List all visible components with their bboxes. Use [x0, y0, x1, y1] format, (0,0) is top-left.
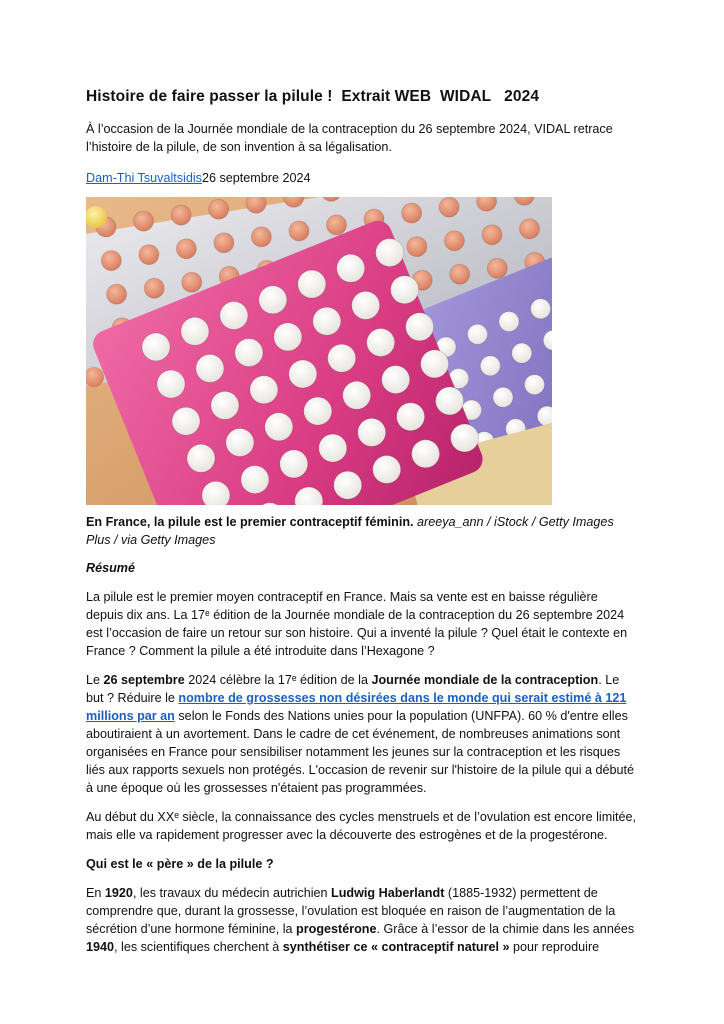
- author-link[interactable]: Dam-Thi Tsuvaltsidis: [86, 171, 202, 185]
- pill: [241, 466, 269, 494]
- p1-bold-date: 26 septembre: [103, 673, 185, 687]
- pill: [134, 211, 154, 231]
- pill: [182, 272, 202, 292]
- pill: [436, 387, 464, 415]
- pill: [493, 387, 513, 407]
- pill: [220, 302, 248, 330]
- p3-text-6: pour reproduire: [509, 940, 600, 954]
- p3-text-2: , les travaux du médecin autrichien: [132, 886, 332, 900]
- pill: [250, 376, 278, 404]
- paragraph-3: [86, 884, 638, 956]
- pill: [499, 312, 519, 332]
- pill: [211, 391, 239, 419]
- p1-text-1: Le: [86, 673, 104, 687]
- pill: [412, 440, 440, 468]
- pill: [101, 251, 121, 271]
- p3-bold-1920: 1920: [104, 886, 133, 900]
- p1-text-2: 2024 célèbre la 17ᵉ édition de la: [184, 673, 372, 687]
- pill: [382, 366, 410, 394]
- pill-packs-photo: [86, 197, 552, 505]
- pill: [444, 231, 464, 251]
- byline: [86, 169, 638, 187]
- pill: [343, 381, 371, 409]
- pill: [487, 258, 507, 278]
- pill: [289, 360, 317, 388]
- pill: [209, 199, 229, 219]
- pill: [187, 444, 215, 472]
- pill: [289, 221, 309, 241]
- summary-heading: Résumé: [86, 561, 135, 575]
- p3-bold-synthesis: synthétiser ce « contraceptif naturel »: [282, 940, 510, 954]
- pill: [480, 356, 500, 376]
- pill: [181, 317, 209, 345]
- caption-credit: areeya_ann / iStock / Getty Images Plus / via Getty Images: [86, 515, 614, 547]
- pill: [520, 219, 540, 239]
- pill: [537, 406, 552, 426]
- unfpa-stats-link[interactable]: nombre de grossesses non désirées dans le monde qui serait estimé à 121 millions par an: [86, 691, 627, 723]
- pill: [531, 299, 551, 319]
- article-title: Histoire de faire passer la pilule ! Extrait WEB WIDAL 2024: [86, 88, 540, 105]
- pill: [171, 205, 191, 225]
- caption-headline: En France, la pilule est le premier contraceptif féminin.: [86, 515, 414, 529]
- pill: [139, 245, 159, 265]
- pill: [407, 237, 427, 257]
- p1-bold-event: Journée mondiale de la contraception: [371, 673, 599, 687]
- photo-caption: [86, 513, 638, 549]
- pill: [367, 329, 395, 357]
- pill: [226, 429, 254, 457]
- pill: [450, 264, 470, 284]
- p1-text-4: selon le Fonds des Nations unies pour la population (UNFPA). 60 % d'entre elles aboutiraient à un avortement. Dans le cadre de cet événement, de nombreuses animations sont organisées en France pour sensibiliser notamment les jeunes sur la contraception et les risques liés aux rapports sexuels non protégés. L'occasion de revenir sur l'histoire de la pilule qui a débuté à une époque où les grossesses n'étaient pas programmées.: [86, 709, 635, 795]
- pill: [402, 203, 422, 223]
- p3-text-1: En: [86, 886, 105, 900]
- pill: [214, 233, 234, 253]
- p3-bold-progesterone: progestérone: [296, 922, 377, 936]
- pill: [337, 254, 365, 282]
- pill: [304, 397, 332, 425]
- pill: [334, 471, 362, 499]
- p1-text-3: . Le but ? Réduire le: [86, 673, 620, 705]
- p3-bold-1940: 1940: [86, 940, 115, 954]
- article-intro: À l’occasion de la Journée mondiale de la contraception du 26 septembre 2024, VIDAL retrace l’histoire de la pilule, de son invention à sa légalisation.: [86, 122, 613, 154]
- pill: [406, 313, 434, 341]
- pill: [468, 324, 488, 344]
- pill: [274, 323, 302, 351]
- pill: [176, 239, 196, 259]
- pill: [157, 370, 185, 398]
- pill: [298, 270, 326, 298]
- p3-text-3: (1885-1932) permettent de comprendre que, durant la grossesse, l’ovulation est bloquée en raison de l’augmentation de la sécrétion d’une hormone féminine, la: [86, 886, 616, 936]
- pill: [313, 307, 341, 335]
- pill: [142, 333, 170, 361]
- pill: [280, 450, 308, 478]
- pill: [525, 375, 545, 395]
- pill: [373, 456, 401, 484]
- pill: [451, 424, 479, 452]
- pill: [107, 284, 127, 304]
- pill: [421, 350, 449, 378]
- pill: [391, 276, 419, 304]
- pill: [397, 403, 425, 431]
- pill: [172, 407, 200, 435]
- pill: [328, 344, 356, 372]
- pill: [196, 354, 224, 382]
- p3-text-4: . Grâce à l’essor de la chimie dans les années: [376, 922, 635, 936]
- summary-text: La pilule est le premier moyen contraceptif en France. Mais sa vente est en baisse régulière depuis dix ans. La 17ᵉ édition de la Journée mondiale de la contraception du 26 septembre 2024 est l’occasion de faire un retour sur son histoire. Qui a inventé la pilule ? Quel était le contexte en France ? Comment la pilule a été introduite dans l’Hexagone ?: [86, 590, 628, 658]
- section-subtitle: Qui est le « père » de la pilule ?: [86, 857, 274, 871]
- pill: [352, 291, 380, 319]
- pill: [202, 481, 230, 505]
- publish-date: 26 septembre 2024: [201, 171, 311, 185]
- pill: [319, 434, 347, 462]
- paragraph-2: Au début du XXᵉ siècle, la connaissance des cycles menstruels et de l’ovulation est encore limitée, mais elle va rapidement progresser avec la découverte des estrogènes et de la progestérone.: [86, 810, 637, 842]
- pill: [235, 339, 263, 367]
- pill: [358, 418, 386, 446]
- pill: [439, 197, 459, 217]
- pill: [144, 278, 164, 298]
- pill: [251, 227, 271, 247]
- pill: [265, 413, 293, 441]
- p3-text-5: , les scientifiques cherchent à: [114, 940, 283, 954]
- pill: [246, 197, 266, 213]
- p3-bold-haberlandt: Ludwig Haberlandt: [331, 886, 445, 900]
- pill: [376, 239, 404, 267]
- pill: [259, 286, 287, 314]
- pill: [512, 343, 532, 363]
- pill: [327, 215, 347, 235]
- pill: [482, 225, 502, 245]
- paragraph-1: [86, 671, 638, 797]
